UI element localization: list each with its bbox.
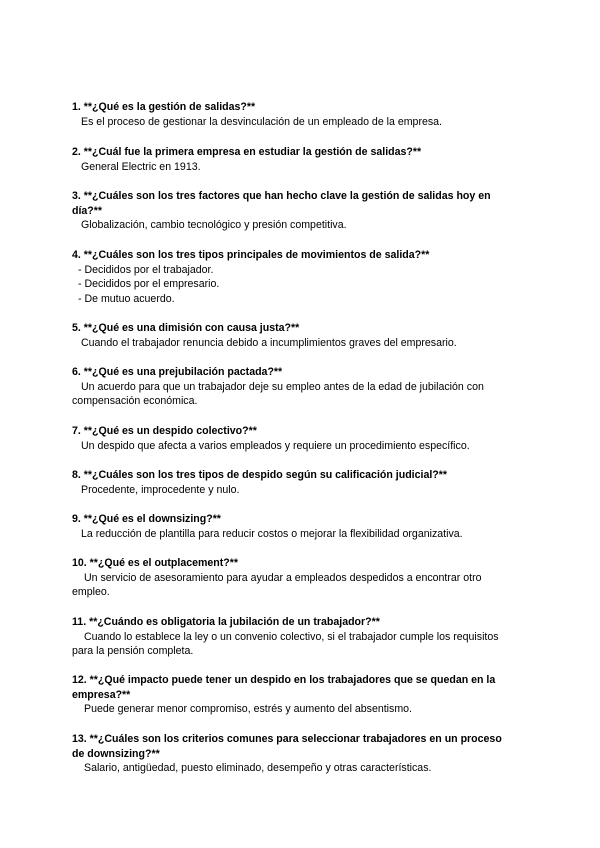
question-9: 9. **¿Qué es el downsizing?** [72,513,221,525]
qa-item-13 [72,732,542,776]
question-8: 8. **¿Cuáles son los tres tipos de despido según su calificación judicial?** [72,469,447,481]
question-4: 4. **¿Cuáles son los tres tipos principales de movimientos de salida?** [72,249,430,261]
list-item: - Decididos por el empresario. [78,278,220,290]
qa-item-9 [72,512,542,541]
answer-7: Un despido que afecta a varios empleados y requiere un procedimiento específico. [81,439,470,452]
answer-11: Cuando lo establece la ley o un convenio colectivo, si el trabajador cumple los requisitos para la pensión completa. [72,630,499,657]
answer-6: Un acuerdo para que un trabajador deje su empleo antes de la edad de jubilación con compensación económica. [72,380,484,407]
qa-item-11 [72,615,542,659]
question-3: 3. **¿Cuáles son los tres factores que han hecho clave la gestión de salidas hoy en día?** [72,190,491,217]
list-item: - Decididos por el trabajador. [78,263,214,276]
answer-10: Un servicio de asesoramiento para ayudar a empleados despedidos a encontrar otro empleo. [72,571,482,598]
list-item: - De mutuo acuerdo. [78,292,175,305]
qa-item-6 [72,365,542,409]
question-12: 12. **¿Qué impacto puede tener un despido en los trabajadores que se quedan en la empresa?** [72,674,496,701]
qa-item-8 [72,468,542,497]
answer-12: Puede generar menor compromiso, estrés y aumento del absentismo. [84,703,412,715]
question-13: 13. **¿Cuáles son los criterios comunes para seleccionar trabajadores en un proceso de downsizing?** [72,733,502,760]
answer-9: La reducción de plantilla para reducir costos o mejorar la flexibilidad organizativa. [81,527,463,540]
qa-item-3 [72,189,542,233]
question-11: 11. **¿Cuándo es obligatoria la jubilación de un trabajador?** [72,616,380,628]
question-2: 2. **¿Cuál fue la primera empresa en estudiar la gestión de salidas?** [72,146,422,158]
answer-3: Globalización, cambio tecnológico y presión competitiva. [81,219,347,231]
qa-item-4 [72,248,542,306]
question-10: 10. **¿Qué es el outplacement?** [72,557,239,569]
qa-item-12 [72,673,542,717]
answer-8: Procedente, improcedente y nulo. [81,483,240,496]
answer-13: Salario, antigüedad, puesto eliminado, desempeño y otras características. [84,762,432,774]
answer-5: Cuando el trabajador renuncia debido a incumplimientos graves del empresario. [81,336,457,349]
question-6: 6. **¿Qué es una prejubilación pactada?** [72,366,283,378]
qa-item-2 [72,145,542,174]
answer-1: Es el proceso de gestionar la desvinculación de un empleado de la empresa. [81,115,442,128]
qa-item-7 [72,424,542,453]
answer-2: General Electric en 1913. [81,160,201,173]
answer-4-list [72,263,542,307]
qa-item-1 [72,100,542,129]
question-7: 7. **¿Qué es un despido colectivo?** [72,425,257,437]
qa-item-10 [72,556,542,600]
qa-item-5 [72,321,542,350]
question-1: 1. **¿Qué es la gestión de salidas?** [72,101,256,113]
question-5: 5. **¿Qué es una dimisión con causa justa?** [72,322,300,334]
